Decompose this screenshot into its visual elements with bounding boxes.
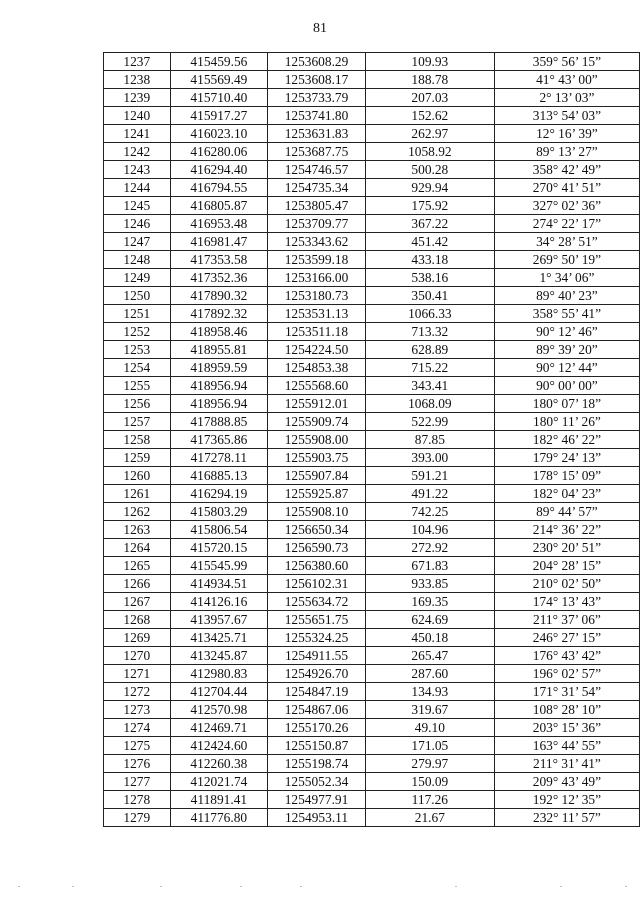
y-coordinate-cell: 1253511.18 bbox=[268, 323, 366, 341]
x-coordinate-cell: 417353.58 bbox=[170, 251, 268, 269]
table-row bbox=[104, 323, 640, 341]
bearing-cell: 171° 31’ 54” bbox=[494, 683, 639, 701]
scan-speck bbox=[18, 886, 20, 887]
y-coordinate-cell: 1255634.72 bbox=[268, 593, 366, 611]
x-coordinate-cell: 418956.94 bbox=[170, 395, 268, 413]
distance-cell: 207.03 bbox=[365, 89, 494, 107]
distance-cell: 393.00 bbox=[365, 449, 494, 467]
bearing-cell: 178° 15’ 09” bbox=[494, 467, 639, 485]
x-coordinate-cell: 411776.80 bbox=[170, 809, 268, 827]
distance-cell: 491.22 bbox=[365, 485, 494, 503]
y-coordinate-cell: 1255651.75 bbox=[268, 611, 366, 629]
distance-cell: 929.94 bbox=[365, 179, 494, 197]
point-number-cell: 1269 bbox=[104, 629, 171, 647]
y-coordinate-cell: 1255150.87 bbox=[268, 737, 366, 755]
table-row bbox=[104, 305, 640, 323]
point-number-cell: 1264 bbox=[104, 539, 171, 557]
scan-speck bbox=[560, 886, 562, 887]
distance-cell: 117.26 bbox=[365, 791, 494, 809]
y-coordinate-cell: 1253741.80 bbox=[268, 107, 366, 125]
x-coordinate-cell: 416294.19 bbox=[170, 485, 268, 503]
table-row bbox=[104, 629, 640, 647]
x-coordinate-cell: 418959.59 bbox=[170, 359, 268, 377]
distance-cell: 1058.92 bbox=[365, 143, 494, 161]
x-coordinate-cell: 416885.13 bbox=[170, 467, 268, 485]
table-row bbox=[104, 755, 640, 773]
y-coordinate-cell: 1254735.34 bbox=[268, 179, 366, 197]
y-coordinate-cell: 1253733.79 bbox=[268, 89, 366, 107]
bearing-cell: 108° 28’ 10” bbox=[494, 701, 639, 719]
x-coordinate-cell: 416794.55 bbox=[170, 179, 268, 197]
distance-cell: 21.67 bbox=[365, 809, 494, 827]
point-number-cell: 1248 bbox=[104, 251, 171, 269]
table-row bbox=[104, 215, 640, 233]
distance-cell: 279.97 bbox=[365, 755, 494, 773]
point-number-cell: 1275 bbox=[104, 737, 171, 755]
bearing-cell: 203° 15’ 36” bbox=[494, 719, 639, 737]
distance-cell: 433.18 bbox=[365, 251, 494, 269]
table-row bbox=[104, 143, 640, 161]
x-coordinate-cell: 415803.29 bbox=[170, 503, 268, 521]
distance-cell: 742.25 bbox=[365, 503, 494, 521]
y-coordinate-cell: 1256590.73 bbox=[268, 539, 366, 557]
point-number-cell: 1249 bbox=[104, 269, 171, 287]
x-coordinate-cell: 416981.47 bbox=[170, 233, 268, 251]
distance-cell: 152.62 bbox=[365, 107, 494, 125]
table-row bbox=[104, 377, 640, 395]
y-coordinate-cell: 1254224.50 bbox=[268, 341, 366, 359]
table-body bbox=[104, 53, 640, 827]
x-coordinate-cell: 417365.86 bbox=[170, 431, 268, 449]
distance-cell: 671.83 bbox=[365, 557, 494, 575]
table-row bbox=[104, 197, 640, 215]
table-row bbox=[104, 809, 640, 827]
point-number-cell: 1258 bbox=[104, 431, 171, 449]
x-coordinate-cell: 412570.98 bbox=[170, 701, 268, 719]
x-coordinate-cell: 414934.51 bbox=[170, 575, 268, 593]
x-coordinate-cell: 416294.40 bbox=[170, 161, 268, 179]
point-number-cell: 1256 bbox=[104, 395, 171, 413]
distance-cell: 262.97 bbox=[365, 125, 494, 143]
y-coordinate-cell: 1253631.83 bbox=[268, 125, 366, 143]
y-coordinate-cell: 1255170.26 bbox=[268, 719, 366, 737]
y-coordinate-cell: 1255912.01 bbox=[268, 395, 366, 413]
point-number-cell: 1250 bbox=[104, 287, 171, 305]
scan-speck bbox=[300, 886, 302, 887]
x-coordinate-cell: 413957.67 bbox=[170, 611, 268, 629]
distance-cell: 175.92 bbox=[365, 197, 494, 215]
y-coordinate-cell: 1255052.34 bbox=[268, 773, 366, 791]
point-number-cell: 1265 bbox=[104, 557, 171, 575]
table-row bbox=[104, 791, 640, 809]
distance-cell: 169.35 bbox=[365, 593, 494, 611]
table-row bbox=[104, 107, 640, 125]
point-number-cell: 1271 bbox=[104, 665, 171, 683]
y-coordinate-cell: 1256380.60 bbox=[268, 557, 366, 575]
y-coordinate-cell: 1255198.74 bbox=[268, 755, 366, 773]
x-coordinate-cell: 415720.15 bbox=[170, 539, 268, 557]
bearing-cell: 211° 31’ 41” bbox=[494, 755, 639, 773]
point-number-cell: 1243 bbox=[104, 161, 171, 179]
point-number-cell: 1263 bbox=[104, 521, 171, 539]
distance-cell: 319.67 bbox=[365, 701, 494, 719]
y-coordinate-cell: 1253709.77 bbox=[268, 215, 366, 233]
bearing-cell: 182° 04’ 23” bbox=[494, 485, 639, 503]
y-coordinate-cell: 1254926.70 bbox=[268, 665, 366, 683]
x-coordinate-cell: 412704.44 bbox=[170, 683, 268, 701]
point-number-cell: 1254 bbox=[104, 359, 171, 377]
bearing-cell: 180° 07’ 18” bbox=[494, 395, 639, 413]
table-row bbox=[104, 125, 640, 143]
point-number-cell: 1267 bbox=[104, 593, 171, 611]
table-row bbox=[104, 539, 640, 557]
point-number-cell: 1238 bbox=[104, 71, 171, 89]
distance-cell: 451.42 bbox=[365, 233, 494, 251]
table-row bbox=[104, 269, 640, 287]
bearing-cell: 12° 16’ 39” bbox=[494, 125, 639, 143]
x-coordinate-cell: 416805.87 bbox=[170, 197, 268, 215]
table-row bbox=[104, 485, 640, 503]
point-number-cell: 1237 bbox=[104, 53, 171, 71]
bearing-cell: 270° 41’ 51” bbox=[494, 179, 639, 197]
point-number-cell: 1251 bbox=[104, 305, 171, 323]
bearing-cell: 90° 12’ 46” bbox=[494, 323, 639, 341]
x-coordinate-cell: 415806.54 bbox=[170, 521, 268, 539]
bearing-cell: 204° 28’ 15” bbox=[494, 557, 639, 575]
point-number-cell: 1273 bbox=[104, 701, 171, 719]
table-row bbox=[104, 413, 640, 431]
table-row bbox=[104, 395, 640, 413]
point-number-cell: 1268 bbox=[104, 611, 171, 629]
distance-cell: 933.85 bbox=[365, 575, 494, 593]
bearing-cell: 196° 02’ 57” bbox=[494, 665, 639, 683]
y-coordinate-cell: 1255908.10 bbox=[268, 503, 366, 521]
bearing-cell: 89° 40’ 23” bbox=[494, 287, 639, 305]
bearing-cell: 163° 44’ 55” bbox=[494, 737, 639, 755]
y-coordinate-cell: 1254853.38 bbox=[268, 359, 366, 377]
x-coordinate-cell: 415917.27 bbox=[170, 107, 268, 125]
x-coordinate-cell: 416023.10 bbox=[170, 125, 268, 143]
table-row bbox=[104, 503, 640, 521]
x-coordinate-cell: 416953.48 bbox=[170, 215, 268, 233]
x-coordinate-cell: 411891.41 bbox=[170, 791, 268, 809]
bearing-cell: 358° 55’ 41” bbox=[494, 305, 639, 323]
bearing-cell: 327° 02’ 36” bbox=[494, 197, 639, 215]
bearing-cell: 41° 43’ 00” bbox=[494, 71, 639, 89]
point-number-cell: 1266 bbox=[104, 575, 171, 593]
table-row bbox=[104, 161, 640, 179]
distance-cell: 343.41 bbox=[365, 377, 494, 395]
point-number-cell: 1246 bbox=[104, 215, 171, 233]
bearing-cell: 90° 12’ 44” bbox=[494, 359, 639, 377]
point-number-cell: 1239 bbox=[104, 89, 171, 107]
table-row bbox=[104, 179, 640, 197]
point-number-cell: 1276 bbox=[104, 755, 171, 773]
x-coordinate-cell: 417892.32 bbox=[170, 305, 268, 323]
point-number-cell: 1247 bbox=[104, 233, 171, 251]
y-coordinate-cell: 1256650.34 bbox=[268, 521, 366, 539]
x-coordinate-cell: 418955.81 bbox=[170, 341, 268, 359]
bearing-cell: 359° 56’ 15” bbox=[494, 53, 639, 71]
distance-cell: 104.96 bbox=[365, 521, 494, 539]
scan-speck bbox=[455, 886, 457, 887]
y-coordinate-cell: 1255907.84 bbox=[268, 467, 366, 485]
point-number-cell: 1279 bbox=[104, 809, 171, 827]
y-coordinate-cell: 1253687.75 bbox=[268, 143, 366, 161]
point-number-cell: 1244 bbox=[104, 179, 171, 197]
table-row bbox=[104, 557, 640, 575]
table-row bbox=[104, 287, 640, 305]
bearing-cell: 90° 00’ 00” bbox=[494, 377, 639, 395]
table-row bbox=[104, 359, 640, 377]
table-row bbox=[104, 719, 640, 737]
x-coordinate-cell: 415569.49 bbox=[170, 71, 268, 89]
bearing-cell: 182° 46’ 22” bbox=[494, 431, 639, 449]
table-row bbox=[104, 683, 640, 701]
point-number-cell: 1252 bbox=[104, 323, 171, 341]
point-number-cell: 1270 bbox=[104, 647, 171, 665]
y-coordinate-cell: 1255909.74 bbox=[268, 413, 366, 431]
distance-cell: 49.10 bbox=[365, 719, 494, 737]
y-coordinate-cell: 1254953.11 bbox=[268, 809, 366, 827]
distance-cell: 628.89 bbox=[365, 341, 494, 359]
table-row bbox=[104, 233, 640, 251]
table-row bbox=[104, 71, 640, 89]
x-coordinate-cell: 418956.94 bbox=[170, 377, 268, 395]
bearing-cell: 179° 24’ 13” bbox=[494, 449, 639, 467]
table-row bbox=[104, 701, 640, 719]
y-coordinate-cell: 1254867.06 bbox=[268, 701, 366, 719]
distance-cell: 500.28 bbox=[365, 161, 494, 179]
y-coordinate-cell: 1255908.00 bbox=[268, 431, 366, 449]
bearing-cell: 2° 13’ 03” bbox=[494, 89, 639, 107]
coordinate-table bbox=[103, 52, 640, 827]
bearing-cell: 89° 39’ 20” bbox=[494, 341, 639, 359]
point-number-cell: 1259 bbox=[104, 449, 171, 467]
bearing-cell: 214° 36’ 22” bbox=[494, 521, 639, 539]
y-coordinate-cell: 1253343.62 bbox=[268, 233, 366, 251]
x-coordinate-cell: 417888.85 bbox=[170, 413, 268, 431]
distance-cell: 150.09 bbox=[365, 773, 494, 791]
x-coordinate-cell: 413425.71 bbox=[170, 629, 268, 647]
table-row bbox=[104, 53, 640, 71]
y-coordinate-cell: 1253608.29 bbox=[268, 53, 366, 71]
table-row bbox=[104, 431, 640, 449]
y-coordinate-cell: 1254746.57 bbox=[268, 161, 366, 179]
bearing-cell: 230° 20’ 51” bbox=[494, 539, 639, 557]
x-coordinate-cell: 417890.32 bbox=[170, 287, 268, 305]
point-number-cell: 1262 bbox=[104, 503, 171, 521]
point-number-cell: 1260 bbox=[104, 467, 171, 485]
distance-cell: 367.22 bbox=[365, 215, 494, 233]
distance-cell: 450.18 bbox=[365, 629, 494, 647]
distance-cell: 713.32 bbox=[365, 323, 494, 341]
y-coordinate-cell: 1253180.73 bbox=[268, 287, 366, 305]
x-coordinate-cell: 412980.83 bbox=[170, 665, 268, 683]
table-row bbox=[104, 449, 640, 467]
point-number-cell: 1272 bbox=[104, 683, 171, 701]
distance-cell: 134.93 bbox=[365, 683, 494, 701]
distance-cell: 188.78 bbox=[365, 71, 494, 89]
distance-cell: 272.92 bbox=[365, 539, 494, 557]
y-coordinate-cell: 1253805.47 bbox=[268, 197, 366, 215]
point-number-cell: 1277 bbox=[104, 773, 171, 791]
point-number-cell: 1245 bbox=[104, 197, 171, 215]
x-coordinate-cell: 418958.46 bbox=[170, 323, 268, 341]
scan-speck bbox=[160, 886, 162, 887]
y-coordinate-cell: 1254847.19 bbox=[268, 683, 366, 701]
bearing-cell: 210° 02’ 50” bbox=[494, 575, 639, 593]
bearing-cell: 246° 27’ 15” bbox=[494, 629, 639, 647]
distance-cell: 1068.09 bbox=[365, 395, 494, 413]
bearing-cell: 211° 37’ 06” bbox=[494, 611, 639, 629]
table-row bbox=[104, 611, 640, 629]
table-row bbox=[104, 647, 640, 665]
distance-cell: 287.60 bbox=[365, 665, 494, 683]
x-coordinate-cell: 412469.71 bbox=[170, 719, 268, 737]
y-coordinate-cell: 1254911.55 bbox=[268, 647, 366, 665]
y-coordinate-cell: 1255925.87 bbox=[268, 485, 366, 503]
bearing-cell: 89° 44’ 57” bbox=[494, 503, 639, 521]
bearing-cell: 176° 43’ 42” bbox=[494, 647, 639, 665]
bearing-cell: 232° 11’ 57” bbox=[494, 809, 639, 827]
bearing-cell: 192° 12’ 35” bbox=[494, 791, 639, 809]
page-number: 81 bbox=[313, 21, 327, 36]
y-coordinate-cell: 1255324.25 bbox=[268, 629, 366, 647]
point-number-cell: 1242 bbox=[104, 143, 171, 161]
distance-cell: 265.47 bbox=[365, 647, 494, 665]
y-coordinate-cell: 1255903.75 bbox=[268, 449, 366, 467]
x-coordinate-cell: 415545.99 bbox=[170, 557, 268, 575]
x-coordinate-cell: 415710.40 bbox=[170, 89, 268, 107]
point-number-cell: 1274 bbox=[104, 719, 171, 737]
distance-cell: 109.93 bbox=[365, 53, 494, 71]
y-coordinate-cell: 1253599.18 bbox=[268, 251, 366, 269]
table-row bbox=[104, 593, 640, 611]
x-coordinate-cell: 413245.87 bbox=[170, 647, 268, 665]
distance-cell: 1066.33 bbox=[365, 305, 494, 323]
table-row bbox=[104, 251, 640, 269]
bearing-cell: 89° 13’ 27” bbox=[494, 143, 639, 161]
bearing-cell: 313° 54’ 03” bbox=[494, 107, 639, 125]
table-row bbox=[104, 341, 640, 359]
y-coordinate-cell: 1254977.91 bbox=[268, 791, 366, 809]
table-row bbox=[104, 737, 640, 755]
table-row bbox=[104, 467, 640, 485]
x-coordinate-cell: 412260.38 bbox=[170, 755, 268, 773]
distance-cell: 624.69 bbox=[365, 611, 494, 629]
point-number-cell: 1255 bbox=[104, 377, 171, 395]
distance-cell: 171.05 bbox=[365, 737, 494, 755]
bearing-cell: 209° 43’ 49” bbox=[494, 773, 639, 791]
point-number-cell: 1253 bbox=[104, 341, 171, 359]
point-number-cell: 1261 bbox=[104, 485, 171, 503]
y-coordinate-cell: 1253166.00 bbox=[268, 269, 366, 287]
table-row bbox=[104, 665, 640, 683]
x-coordinate-cell: 412424.60 bbox=[170, 737, 268, 755]
point-number-cell: 1241 bbox=[104, 125, 171, 143]
distance-cell: 538.16 bbox=[365, 269, 494, 287]
x-coordinate-cell: 414126.16 bbox=[170, 593, 268, 611]
table-row bbox=[104, 521, 640, 539]
scan-speck bbox=[72, 886, 74, 887]
bearing-cell: 180° 11’ 26” bbox=[494, 413, 639, 431]
y-coordinate-cell: 1253531.13 bbox=[268, 305, 366, 323]
distance-cell: 591.21 bbox=[365, 467, 494, 485]
distance-cell: 522.99 bbox=[365, 413, 494, 431]
point-number-cell: 1240 bbox=[104, 107, 171, 125]
y-coordinate-cell: 1256102.31 bbox=[268, 575, 366, 593]
scan-speck bbox=[240, 886, 242, 887]
bearing-cell: 34° 28’ 51” bbox=[494, 233, 639, 251]
table-row bbox=[104, 773, 640, 791]
x-coordinate-cell: 412021.74 bbox=[170, 773, 268, 791]
y-coordinate-cell: 1253608.17 bbox=[268, 71, 366, 89]
x-coordinate-cell: 417278.11 bbox=[170, 449, 268, 467]
bearing-cell: 358° 42’ 49” bbox=[494, 161, 639, 179]
bearing-cell: 274° 22’ 17” bbox=[494, 215, 639, 233]
distance-cell: 350.41 bbox=[365, 287, 494, 305]
table-row bbox=[104, 89, 640, 107]
x-coordinate-cell: 415459.56 bbox=[170, 53, 268, 71]
scan-speck bbox=[625, 886, 627, 887]
bearing-cell: 174° 13’ 43” bbox=[494, 593, 639, 611]
bearing-cell: 1° 34’ 06” bbox=[494, 269, 639, 287]
distance-cell: 87.85 bbox=[365, 431, 494, 449]
y-coordinate-cell: 1255568.60 bbox=[268, 377, 366, 395]
point-number-cell: 1257 bbox=[104, 413, 171, 431]
x-coordinate-cell: 417352.36 bbox=[170, 269, 268, 287]
table-row bbox=[104, 575, 640, 593]
distance-cell: 715.22 bbox=[365, 359, 494, 377]
point-number-cell: 1278 bbox=[104, 791, 171, 809]
x-coordinate-cell: 416280.06 bbox=[170, 143, 268, 161]
bearing-cell: 269° 50’ 19” bbox=[494, 251, 639, 269]
